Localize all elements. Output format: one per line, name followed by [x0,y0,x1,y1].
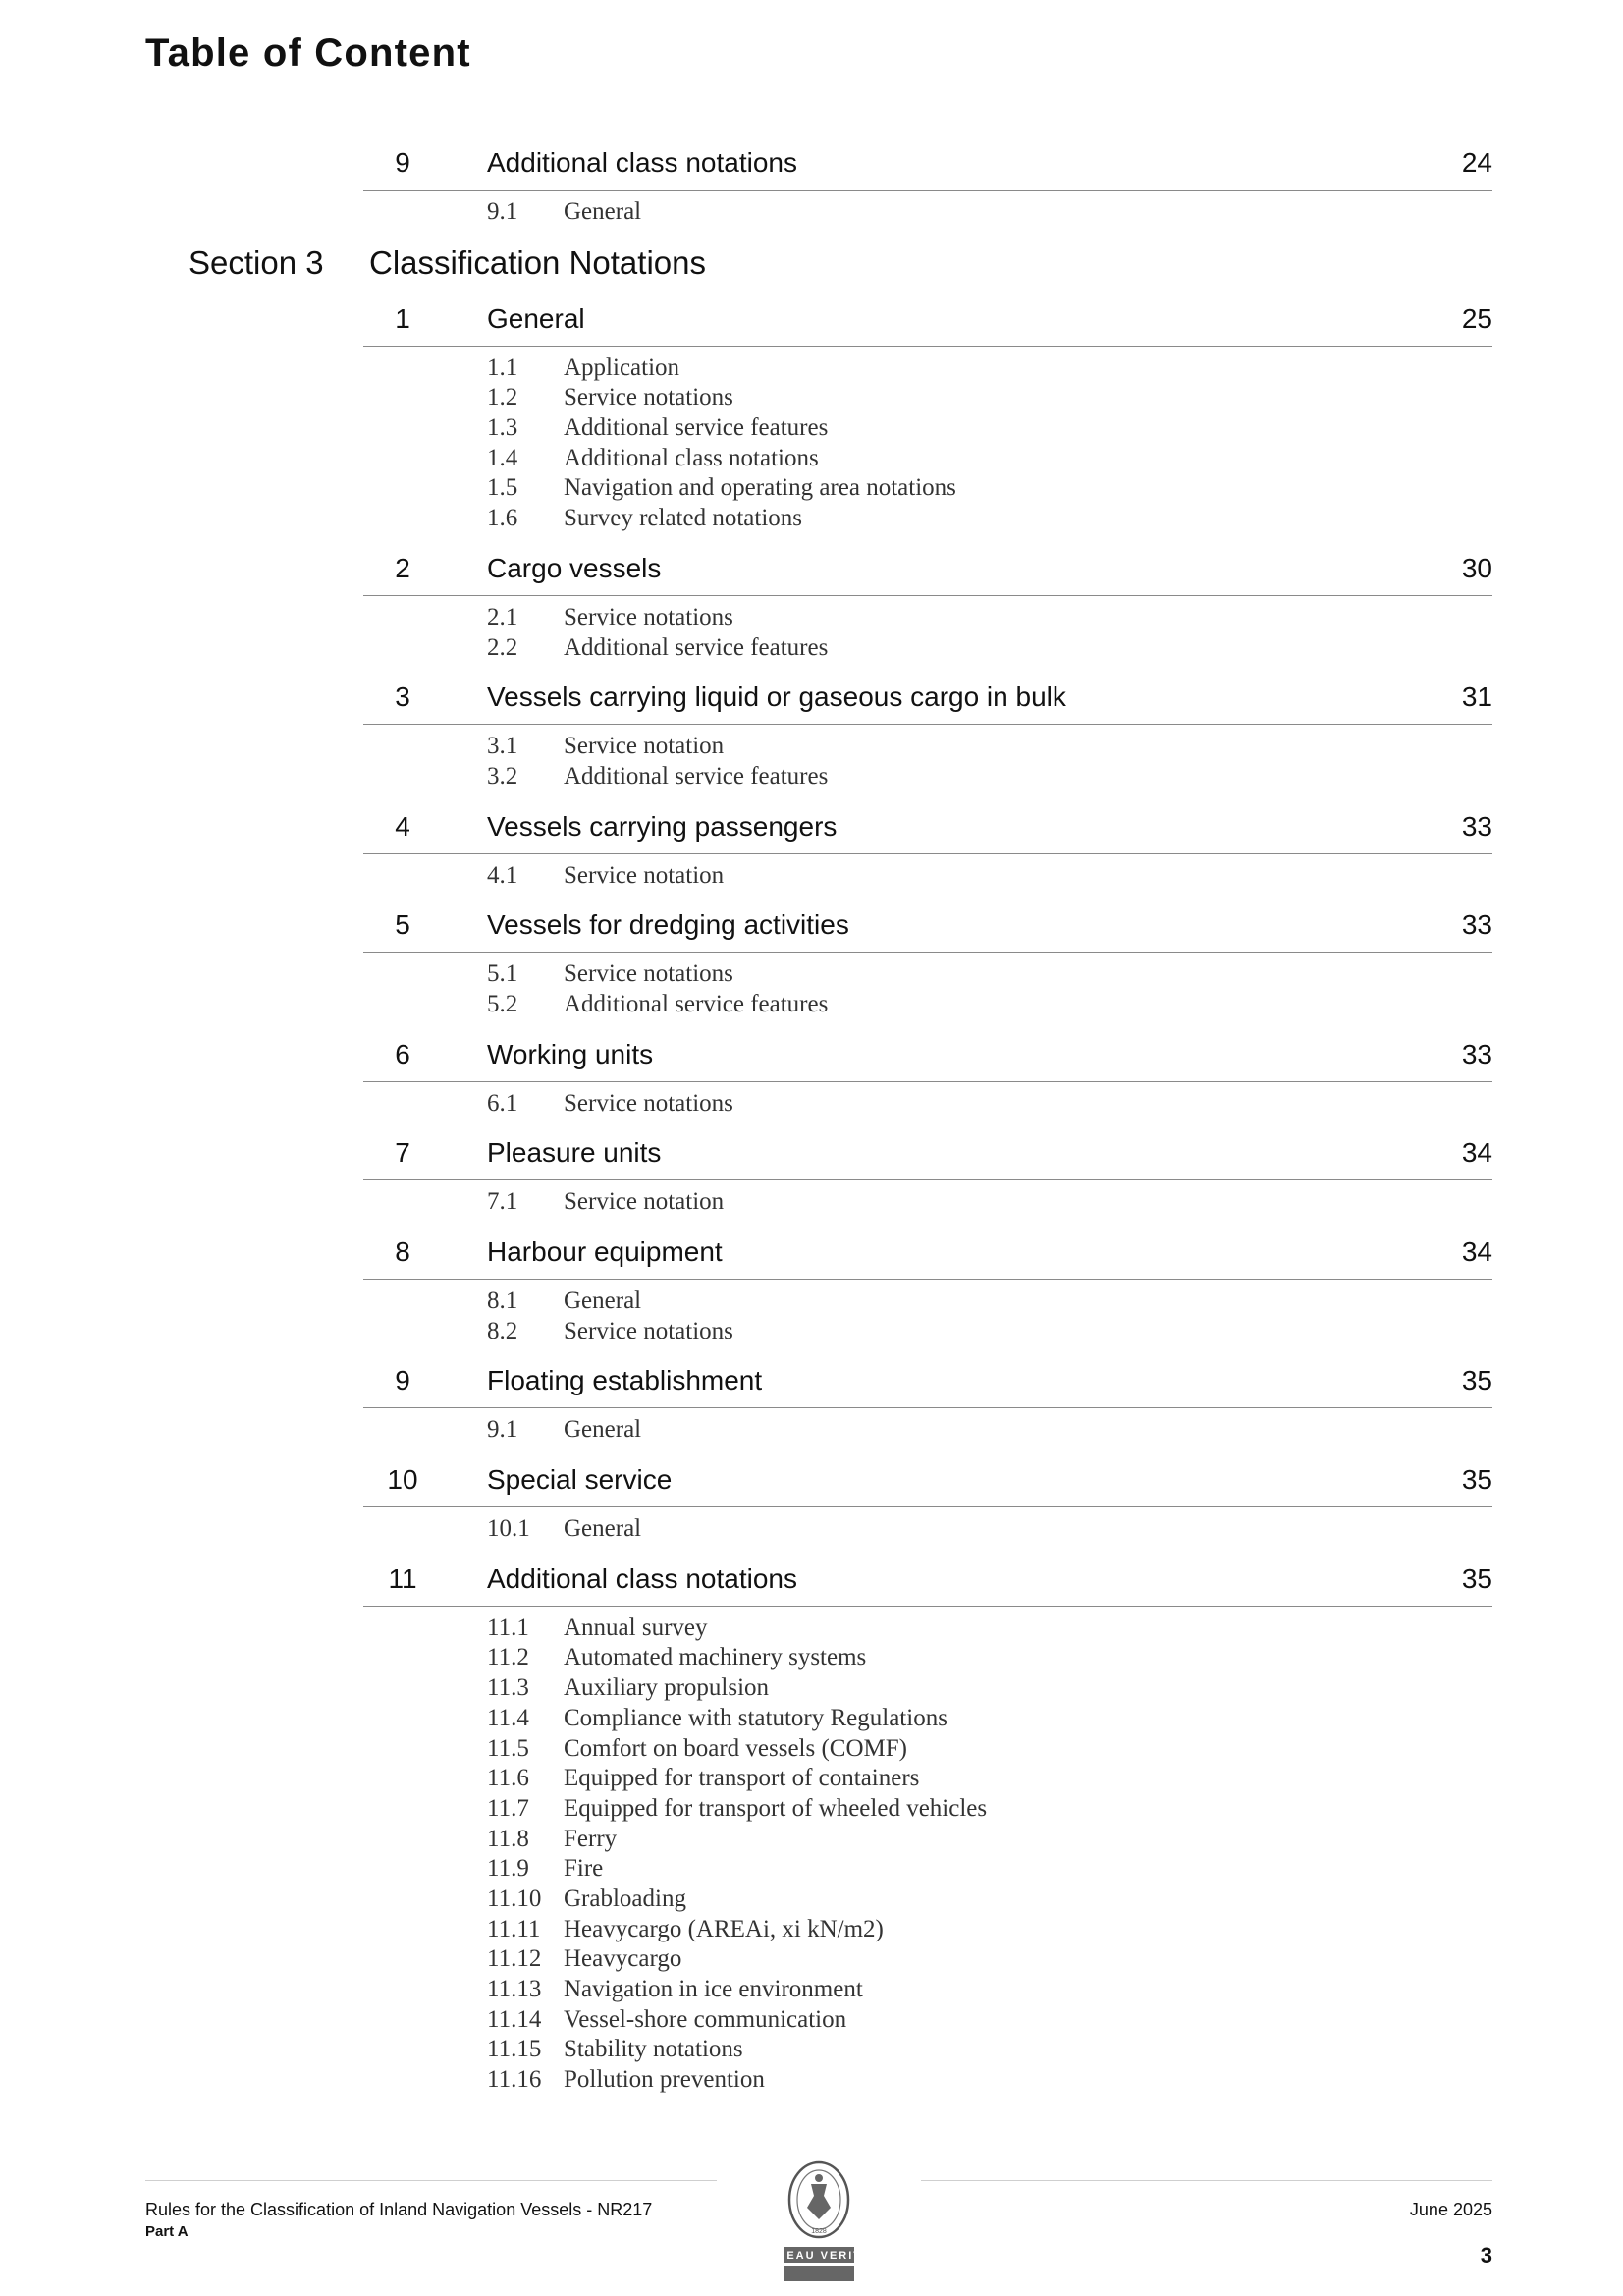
article-heading [363,1355,1492,1408]
subarticle-item [145,1914,1492,1944]
subarticle-list [145,1507,1492,1554]
article-entry [145,1127,1492,1227]
article-entry [145,1355,1492,1454]
article-heading [363,1554,1492,1607]
subarticle-number: 1.6 [487,505,518,532]
subarticle-item [145,1414,1492,1445]
article-number: 5 [395,909,410,941]
subarticle-number: 11.10 [487,1885,542,1912]
section-heading [145,237,1492,294]
subarticle-item [145,1316,1492,1346]
article-title: Vessels for dredging activities [487,909,849,941]
article-page-number: 35 [1461,1562,1492,1594]
subarticle-number: 11.3 [487,1674,529,1702]
subarticle-item [145,1513,1492,1544]
footer-document-title: Rules for the Classification of Inland Navigation Vessels - NR217 [145,2200,653,2219]
subarticle-number: 8.1 [487,1287,518,1314]
subarticle-item [145,412,1492,443]
subarticle-title: Pollution prevention [564,2066,765,2094]
subarticle-title: Survey related notations [564,505,802,532]
subarticle-number: 11.11 [487,1915,541,1942]
article-number: 7 [395,1137,410,1169]
subarticle-item [145,1943,1492,1974]
subarticle-item [145,632,1492,663]
subarticle-title: Service notation [564,733,725,760]
subarticle-item [145,1703,1492,1733]
subarticle-number: 11.5 [487,1734,529,1762]
subarticle-title: Automated machinery systems [564,1644,867,1671]
article-heading [363,1454,1492,1507]
article-page-number: 31 [1461,682,1492,713]
article-page-number: 34 [1461,1236,1492,1267]
subarticle-item [145,761,1492,792]
article-number: 11 [388,1562,417,1594]
article-number: 9 [395,1365,410,1396]
bureau-veritas-logo-icon [757,2155,881,2288]
subarticle-item [145,958,1492,989]
article-page-number: 30 [1461,552,1492,583]
subarticle-title: Vessel-shore communication [564,2005,847,2033]
subarticle-number: 3.2 [487,762,518,790]
subarticle-item [145,1642,1492,1672]
subarticle-item [145,503,1492,533]
article-title: Floating establishment [487,1365,763,1396]
subarticle-number: 11.8 [487,1825,529,1852]
subarticle-list [145,1082,1492,1128]
page-number: 3 [1480,2243,1492,2268]
subarticle-item [145,1088,1492,1119]
article-page-number: 35 [1461,1365,1492,1396]
subarticle-title: Fire [564,1855,604,1883]
subarticle-item [145,2034,1492,2064]
section-title: Classification Notations [369,244,706,281]
subarticle-title: Service notation [564,861,725,889]
article-heading [363,1029,1492,1082]
article-number: 1 [395,302,410,334]
subarticle-number: 4.1 [487,861,518,889]
subarticle-item [145,1285,1492,1316]
subarticle-title: Additional service features [564,990,829,1017]
subarticle-number: 2.1 [487,603,518,630]
subarticle-title: Additional class notations [564,444,819,471]
article-entry [145,672,1492,800]
article-heading [363,1127,1492,1180]
subarticle-list [145,1607,1492,2105]
article-heading [363,801,1492,854]
subarticle-item [145,1793,1492,1824]
article-title: Additional class notations [487,1562,797,1594]
article-entry [145,801,1492,901]
article-entry [145,900,1492,1028]
article-page-number: 24 [1461,147,1492,178]
subarticle-item [145,443,1492,473]
page-title: Table of Content [145,31,471,75]
subarticle-title: General [564,1416,642,1444]
subarticle-number: 6.1 [487,1089,518,1117]
article-title: General [487,302,585,334]
subarticle-item [145,353,1492,383]
article-title: Working units [487,1038,654,1069]
subarticle-number: 5.2 [487,990,518,1017]
article-page-number: 33 [1461,1038,1492,1069]
article-entry [145,1029,1492,1128]
subarticle-number: 11.15 [487,2036,542,2063]
article-heading [363,900,1492,953]
subarticle-number: 2.2 [487,633,518,661]
article-title: Vessels carrying liquid or gaseous cargo in bulk [487,682,1066,713]
subarticle-list [145,347,1492,543]
subarticle-list [145,1280,1492,1355]
article-title: Harbour equipment [487,1236,723,1267]
article-title: Additional class notations [487,147,797,178]
subarticle-list [145,725,1492,800]
section-label: Section 3 [189,244,324,281]
article-entry [145,1227,1492,1355]
article-number: 6 [395,1038,410,1069]
article-number: 10 [387,1464,418,1496]
article-title: Vessels carrying passengers [487,810,838,842]
subarticle-item [145,1974,1492,2004]
article-title: Cargo vessels [487,552,662,583]
subarticle-title: Auxiliary propulsion [564,1674,770,1702]
article-entry [145,294,1492,543]
subarticle-item [145,1613,1492,1643]
subarticle-title: Service notations [564,384,733,411]
subarticle-number: 1.2 [487,384,518,411]
subarticle-number: 1.3 [487,414,518,442]
article-page-number: 34 [1461,1137,1492,1169]
subarticle-title: Comfort on board vessels (COMF) [564,1734,907,1762]
subarticle-number: 9.1 [487,198,518,225]
subarticle-number: 11.7 [487,1794,529,1822]
subarticle-item [145,382,1492,412]
subarticle-number: 11.12 [487,1945,542,1973]
subarticle-title: Heavycargo [564,1945,682,1973]
subarticle-number: 1.1 [487,354,518,381]
subarticle-number: 8.2 [487,1317,518,1344]
article-title: Pleasure units [487,1137,662,1169]
footer-divider-right [921,2180,1492,2181]
subarticle-number: 11.2 [487,1644,529,1671]
article-heading [363,543,1492,596]
subarticle-item [145,1884,1492,1914]
article-heading [363,1227,1492,1280]
subarticle-item [145,1853,1492,1884]
article-title: Special service [487,1464,673,1496]
subarticle-number: 11.16 [487,2066,542,2094]
article-page-number: 33 [1461,810,1492,842]
subarticle-title: Additional service features [564,633,829,661]
subarticle-number: 7.1 [487,1188,518,1216]
footer-divider-left [145,2180,717,2181]
subarticle-title: Compliance with statutory Regulations [564,1704,947,1731]
subarticle-title: Navigation and operating area notations [564,474,956,502]
subarticle-list [145,1180,1492,1227]
subarticle-item [145,602,1492,632]
subarticle-title: Service notations [564,1089,733,1117]
subarticle-title: Service notation [564,1188,725,1216]
subarticle-title: General [564,1287,642,1314]
subarticle-title: General [564,198,642,225]
subarticle-number: 11.1 [487,1613,529,1641]
subarticle-title: Application [564,354,680,381]
subarticle-title: Service notations [564,603,733,630]
subarticle-title: Navigation in ice environment [564,1976,863,2002]
subarticle-item [145,1824,1492,1854]
article-entry [145,1454,1492,1554]
subarticle-title: Additional service features [564,414,829,442]
subarticle-number: 11.4 [487,1704,529,1731]
subarticle-title: Stability notations [564,2036,743,2063]
subarticle-title: Heavycargo (AREAi, xi kN/m2) [564,1915,884,1942]
article-heading [363,137,1492,191]
subarticle-number: 11.9 [487,1855,529,1883]
subarticle-title: Annual survey [564,1613,708,1641]
article-number: 9 [395,147,410,178]
subarticle-item [145,2064,1492,2095]
table-of-contents [145,137,1492,2105]
footer-date: June 2025 [1409,2200,1492,2219]
subarticle-number: 3.1 [487,733,518,760]
subarticle-title: Equipped for transport of containers [564,1765,920,1792]
subarticle-item [145,472,1492,503]
article-page-number: 33 [1461,909,1492,941]
article-entry [145,137,1492,237]
subarticle-number: 5.1 [487,960,518,988]
article-number: 8 [395,1236,410,1267]
subarticle-number: 9.1 [487,1416,518,1444]
article-heading [363,294,1492,347]
subarticle-number: 1.4 [487,444,518,471]
subarticle-item [145,196,1492,227]
subarticle-item [145,1763,1492,1793]
footer-part: Part A [145,2223,189,2240]
subarticle-item [145,1186,1492,1217]
article-number: 2 [395,552,410,583]
article-number: 4 [395,810,410,842]
subarticle-number: 11.13 [487,1976,542,2002]
article-page-number: 25 [1461,302,1492,334]
subarticle-title: Service notations [564,960,733,988]
subarticle-list [145,191,1492,237]
subarticle-item [145,989,1492,1019]
subarticle-item [145,2004,1492,2035]
subarticle-title: Grabloading [564,1885,686,1912]
subarticle-number: 11.14 [487,2005,542,2033]
subarticle-title: Service notations [564,1317,733,1344]
article-entry [145,1554,1492,2105]
subarticle-list [145,854,1492,901]
article-heading [363,672,1492,725]
subarticle-number: 10.1 [487,1515,530,1543]
logo-year: 1828 [811,2228,827,2235]
subarticle-list [145,953,1492,1028]
article-page-number: 35 [1461,1464,1492,1496]
subarticle-list [145,1408,1492,1454]
subarticle-number: 11.6 [487,1765,529,1792]
subarticle-title: Ferry [564,1825,618,1852]
page-footer [145,2180,1492,2288]
article-entry [145,543,1492,672]
subarticle-title: Additional service features [564,762,829,790]
article-number: 3 [395,682,410,713]
subarticle-item [145,731,1492,761]
subarticle-item [145,1672,1492,1703]
subarticle-list [145,596,1492,672]
subarticle-item [145,860,1492,891]
logo-text: BUREAU VERITAS [757,2250,881,2262]
subarticle-title: Equipped for transport of wheeled vehicles [564,1794,988,1822]
subarticle-title: General [564,1515,642,1543]
subarticle-number: 1.5 [487,474,518,502]
subarticle-item [145,1733,1492,1764]
